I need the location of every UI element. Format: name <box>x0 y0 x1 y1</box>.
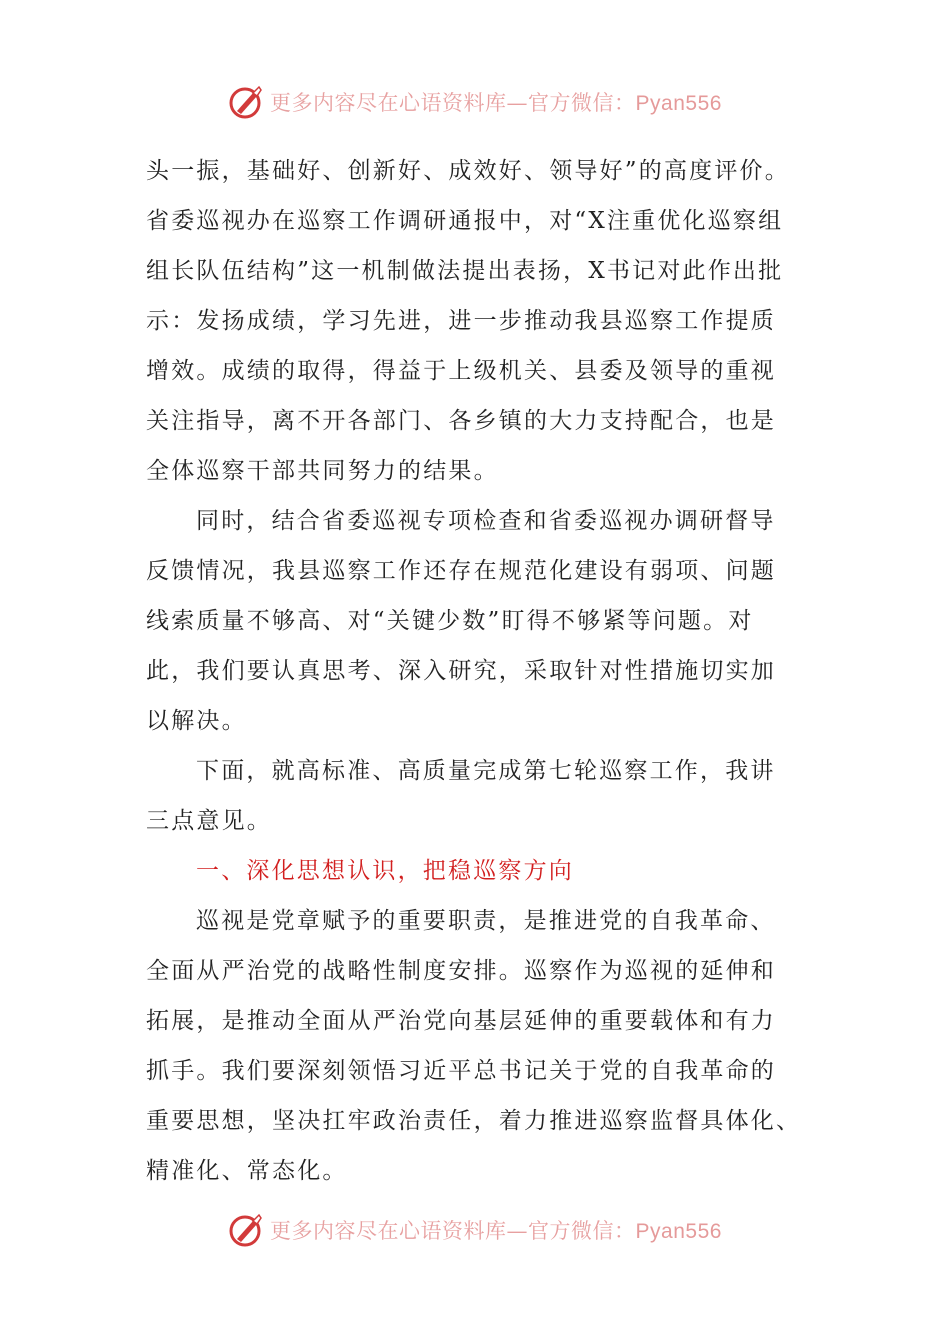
header-banner <box>0 80 950 124</box>
text-line: 增效。成绩的取得，得益于上级机关、县委及领导的重视 <box>146 358 776 384</box>
text-line: 此，我们要认真思考、深入研究，采取针对性措施切实加 <box>146 658 776 684</box>
text-line: 精准化、常态化。 <box>146 1158 348 1184</box>
text-line: 全体巡察干部共同努力的结果。 <box>146 458 499 484</box>
document-body <box>146 146 806 1196</box>
text-line: 抓手。我们要深刻领悟习近平总书记关于党的自我革命的 <box>146 1058 776 1084</box>
text-line: 全面从严治党的战略性制度安排。巡察作为巡视的延伸和 <box>146 958 776 984</box>
text-line: 头一振，基础好、创新好、成效好、领导好”的高度评价。 <box>146 158 790 184</box>
text-line: 线索质量不够高、对“关键少数”盯得不够紧等问题。对 <box>146 608 754 634</box>
text-line: 拓展，是推动全面从严治党向基层延伸的重要载体和有力 <box>146 1008 776 1034</box>
wechat-id: Pyan556 <box>635 92 722 115</box>
pen-circle-logo-icon <box>228 1212 264 1248</box>
text-line: 重要思想，坚决扛牢政治责任，着力推进巡察监督具体化、 <box>146 1108 802 1134</box>
footer-banner <box>0 1208 950 1252</box>
text-line: 巡视是党章赋予的重要职责，是推进党的自我革命、 <box>196 908 776 934</box>
text-line: 反馈情况，我县巡察工作还存在规范化建设有弱项、问题 <box>146 558 776 584</box>
banner-text: 更多内容尽在心语资料库—官方微信：Pyan556 <box>270 91 722 115</box>
text-line: 关注指导，离不开各部门、各乡镇的大力支持配合，也是 <box>146 408 776 434</box>
wechat-id: Pyan556 <box>635 1220 722 1243</box>
section-heading: 一、深化思想认识，把稳巡察方向 <box>196 858 574 884</box>
text-line: 三点意见。 <box>146 808 272 834</box>
text-line: 以解决。 <box>146 708 247 734</box>
text-line: 同时，结合省委巡视专项检查和省委巡视办调研督导 <box>196 508 776 534</box>
banner-text: 更多内容尽在心语资料库—官方微信：Pyan556 <box>270 1219 722 1243</box>
pen-circle-logo-icon <box>228 84 264 120</box>
text-line: 省委巡视办在巡察工作调研通报中，对“X注重优化巡察组 <box>146 208 784 234</box>
text-line: 下面，就高标准、高质量完成第七轮巡察工作，我讲 <box>196 758 776 784</box>
text-line: 组长队伍结构”这一机制做法提出表扬，X书记对此作出批 <box>146 258 784 284</box>
text-line: 示：发扬成绩，学习先进，进一步推动我县巡察工作提质 <box>146 308 776 334</box>
